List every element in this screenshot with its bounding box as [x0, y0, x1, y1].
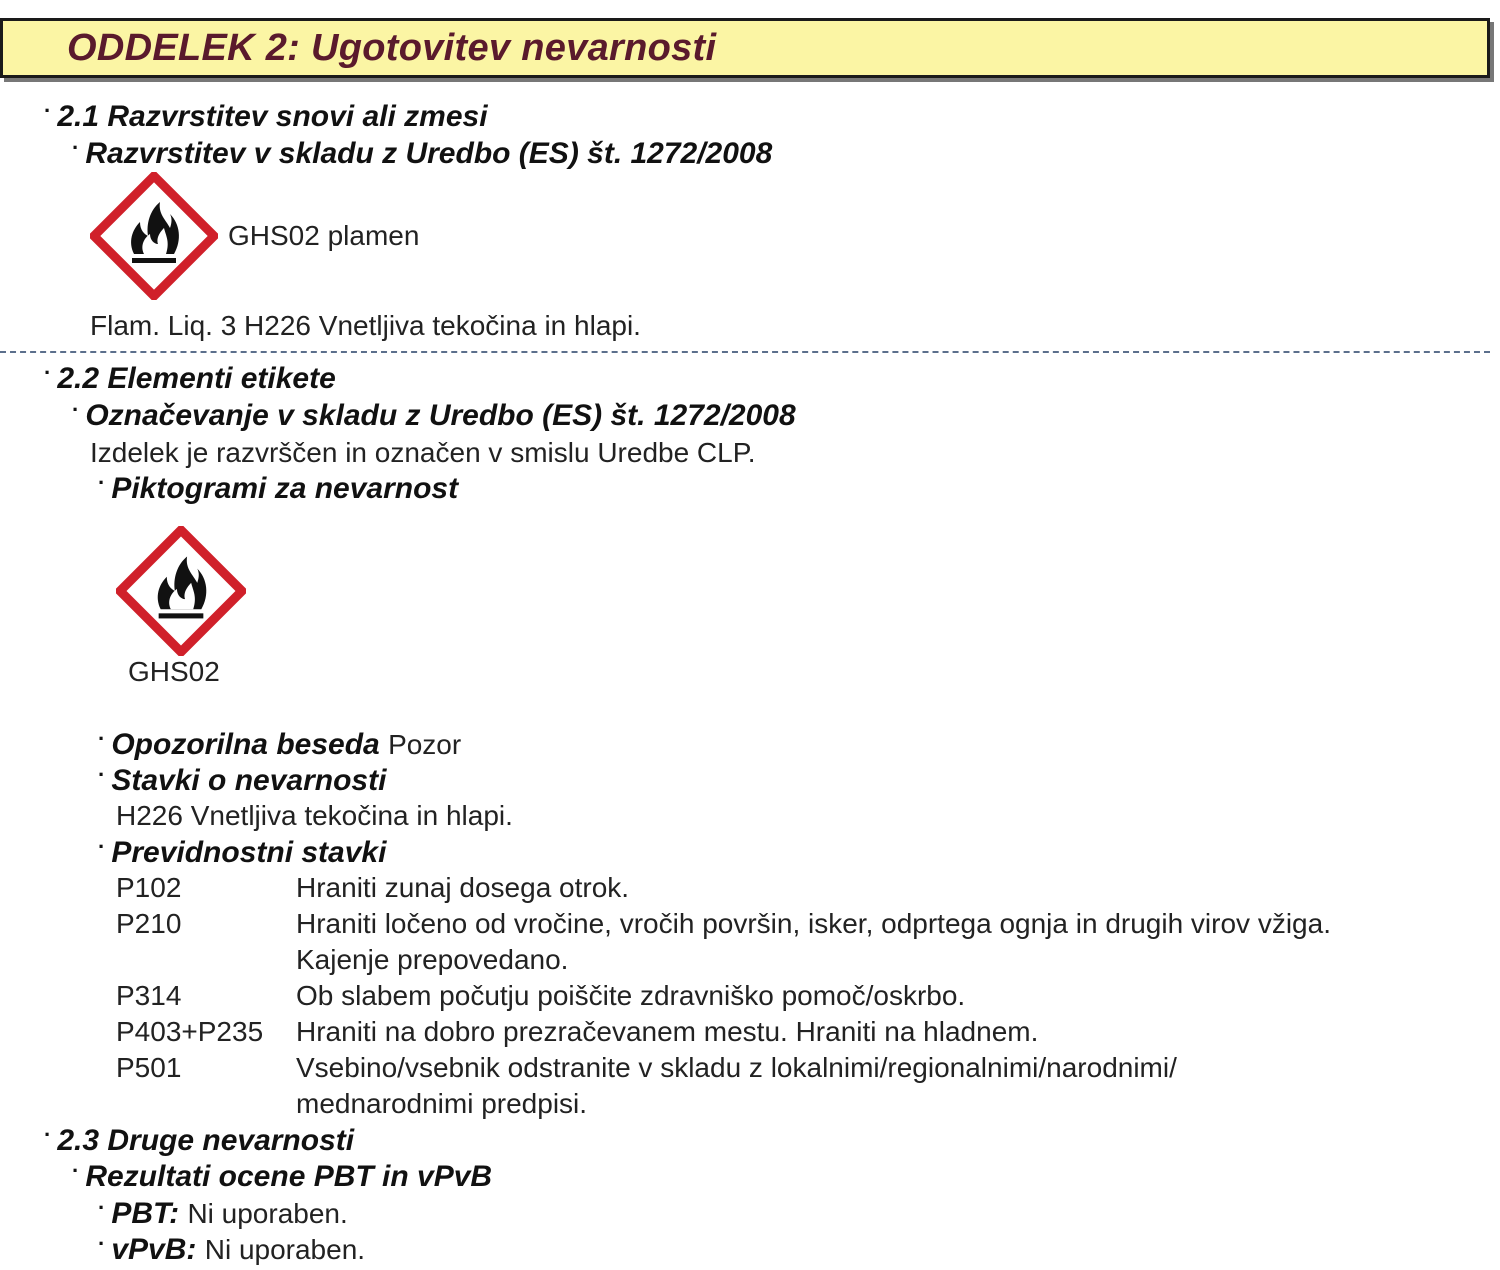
bullet-dot: · [72, 135, 80, 160]
bullet-dot: · [44, 360, 52, 385]
bullet-dot: · [72, 397, 80, 422]
bullet-dot: · [98, 762, 106, 787]
section-2-2-heading [44, 362, 336, 396]
signal-word-row [98, 728, 461, 762]
precaution-code: P210 [116, 908, 182, 939]
section-2-1-sub: Razvrstitev v skladu z Uredbo (ES) št. 1272/2008 [85, 137, 773, 170]
precaution-text: Hraniti na dobro prezračevanem mestu. Hraniti na hladnem. [296, 1016, 1039, 1047]
hazard-statement-text: H226 Vnetljiva tekočina in hlapi. [116, 800, 513, 831]
section-title: ODDELEK 2: Ugotovitev nevarnosti [67, 27, 717, 69]
section-2-2-title: 2.2 Elementi etikete [57, 362, 336, 395]
section-2-1-title: 2.1 Razvrstitev snovi ali zmesi [57, 100, 488, 133]
ghs02-flame-icon [116, 526, 246, 656]
section-2-2-sub: Označevanje v skladu z Uredbo (ES) št. 1272/2008 [85, 399, 796, 432]
pbt-value: Ni uporaben. [187, 1198, 348, 1229]
bullet-dot: · [98, 470, 106, 495]
bullet-dot: · [98, 834, 106, 859]
precaution-code: P501 [116, 1052, 182, 1083]
pictogram-label: GHS02 plamen [228, 220, 420, 251]
section-2-3-subheading [72, 1160, 492, 1194]
vpvb-row [98, 1233, 365, 1267]
precaution-text-cont: Kajenje prepovedano. [296, 944, 569, 975]
precaution-text-cont: mednarodnimi predpisi. [296, 1088, 588, 1119]
precautionary-heading [98, 836, 386, 870]
section-2-3-sub: Rezultati ocene PBT in vPvB [85, 1160, 493, 1193]
bullet-dot: · [98, 1231, 106, 1256]
bullet-dot: · [44, 98, 52, 123]
precaution-code: P403+P235 [116, 1016, 264, 1047]
pbt-label: PBT: [111, 1197, 180, 1230]
hazard-statements-title: Stavki o nevarnosti [111, 764, 387, 797]
precaution-code: P102 [116, 872, 182, 903]
precaution-text: Hraniti zunaj dosega otrok. [296, 872, 630, 903]
signal-word-value: Pozor [388, 729, 462, 760]
hazard-statements-heading [98, 764, 386, 798]
bullet-dot: · [44, 1122, 52, 1147]
vpvb-label: vPvB: [111, 1233, 197, 1266]
section-2-3-title: 2.3 Druge nevarnosti [57, 1124, 355, 1157]
vpvb-value: Ni uporaben. [204, 1234, 366, 1265]
clp-statement: Izdelek je razvrščen in označen v smislu Uredbe CLP. [90, 437, 756, 468]
pbt-row [98, 1197, 348, 1231]
section-divider [0, 351, 1490, 353]
bullet-dot: · [72, 1158, 80, 1183]
precaution-text: Ob slabem počutju poiščite zdravniško pomoč/oskrbo. [296, 980, 966, 1011]
piktogrami-heading [98, 472, 458, 506]
section-2-1-subheading [72, 137, 772, 171]
bullet-dot: · [98, 1195, 106, 1220]
pictogram-code: GHS02 [128, 656, 220, 687]
classification-text: Flam. Liq. 3 H226 Vnetljiva tekočina in hlapi. [90, 310, 641, 341]
section-2-3-heading [44, 1124, 354, 1158]
ghs02-flame-icon [90, 172, 218, 300]
section-2-2-subheading [72, 399, 796, 433]
section-2-1-heading [44, 100, 488, 134]
precautionary-title: Previdnostni stavki [111, 836, 387, 869]
piktogrami-title: Piktogrami za nevarnost [111, 472, 459, 505]
section-header [0, 18, 1490, 78]
precaution-text: Vsebino/vsebnik odstranite v skladu z lokalnimi/regionalnimi/narodnimi/ [296, 1052, 1177, 1083]
precaution-text: Hraniti ločeno od vročine, vročih površin, isker, odprtega ognja in drugih virov vžiga. [296, 908, 1331, 939]
precaution-code: P314 [116, 980, 182, 1011]
signal-word-label: Opozorilna beseda [111, 728, 380, 761]
bullet-dot: · [98, 726, 106, 751]
